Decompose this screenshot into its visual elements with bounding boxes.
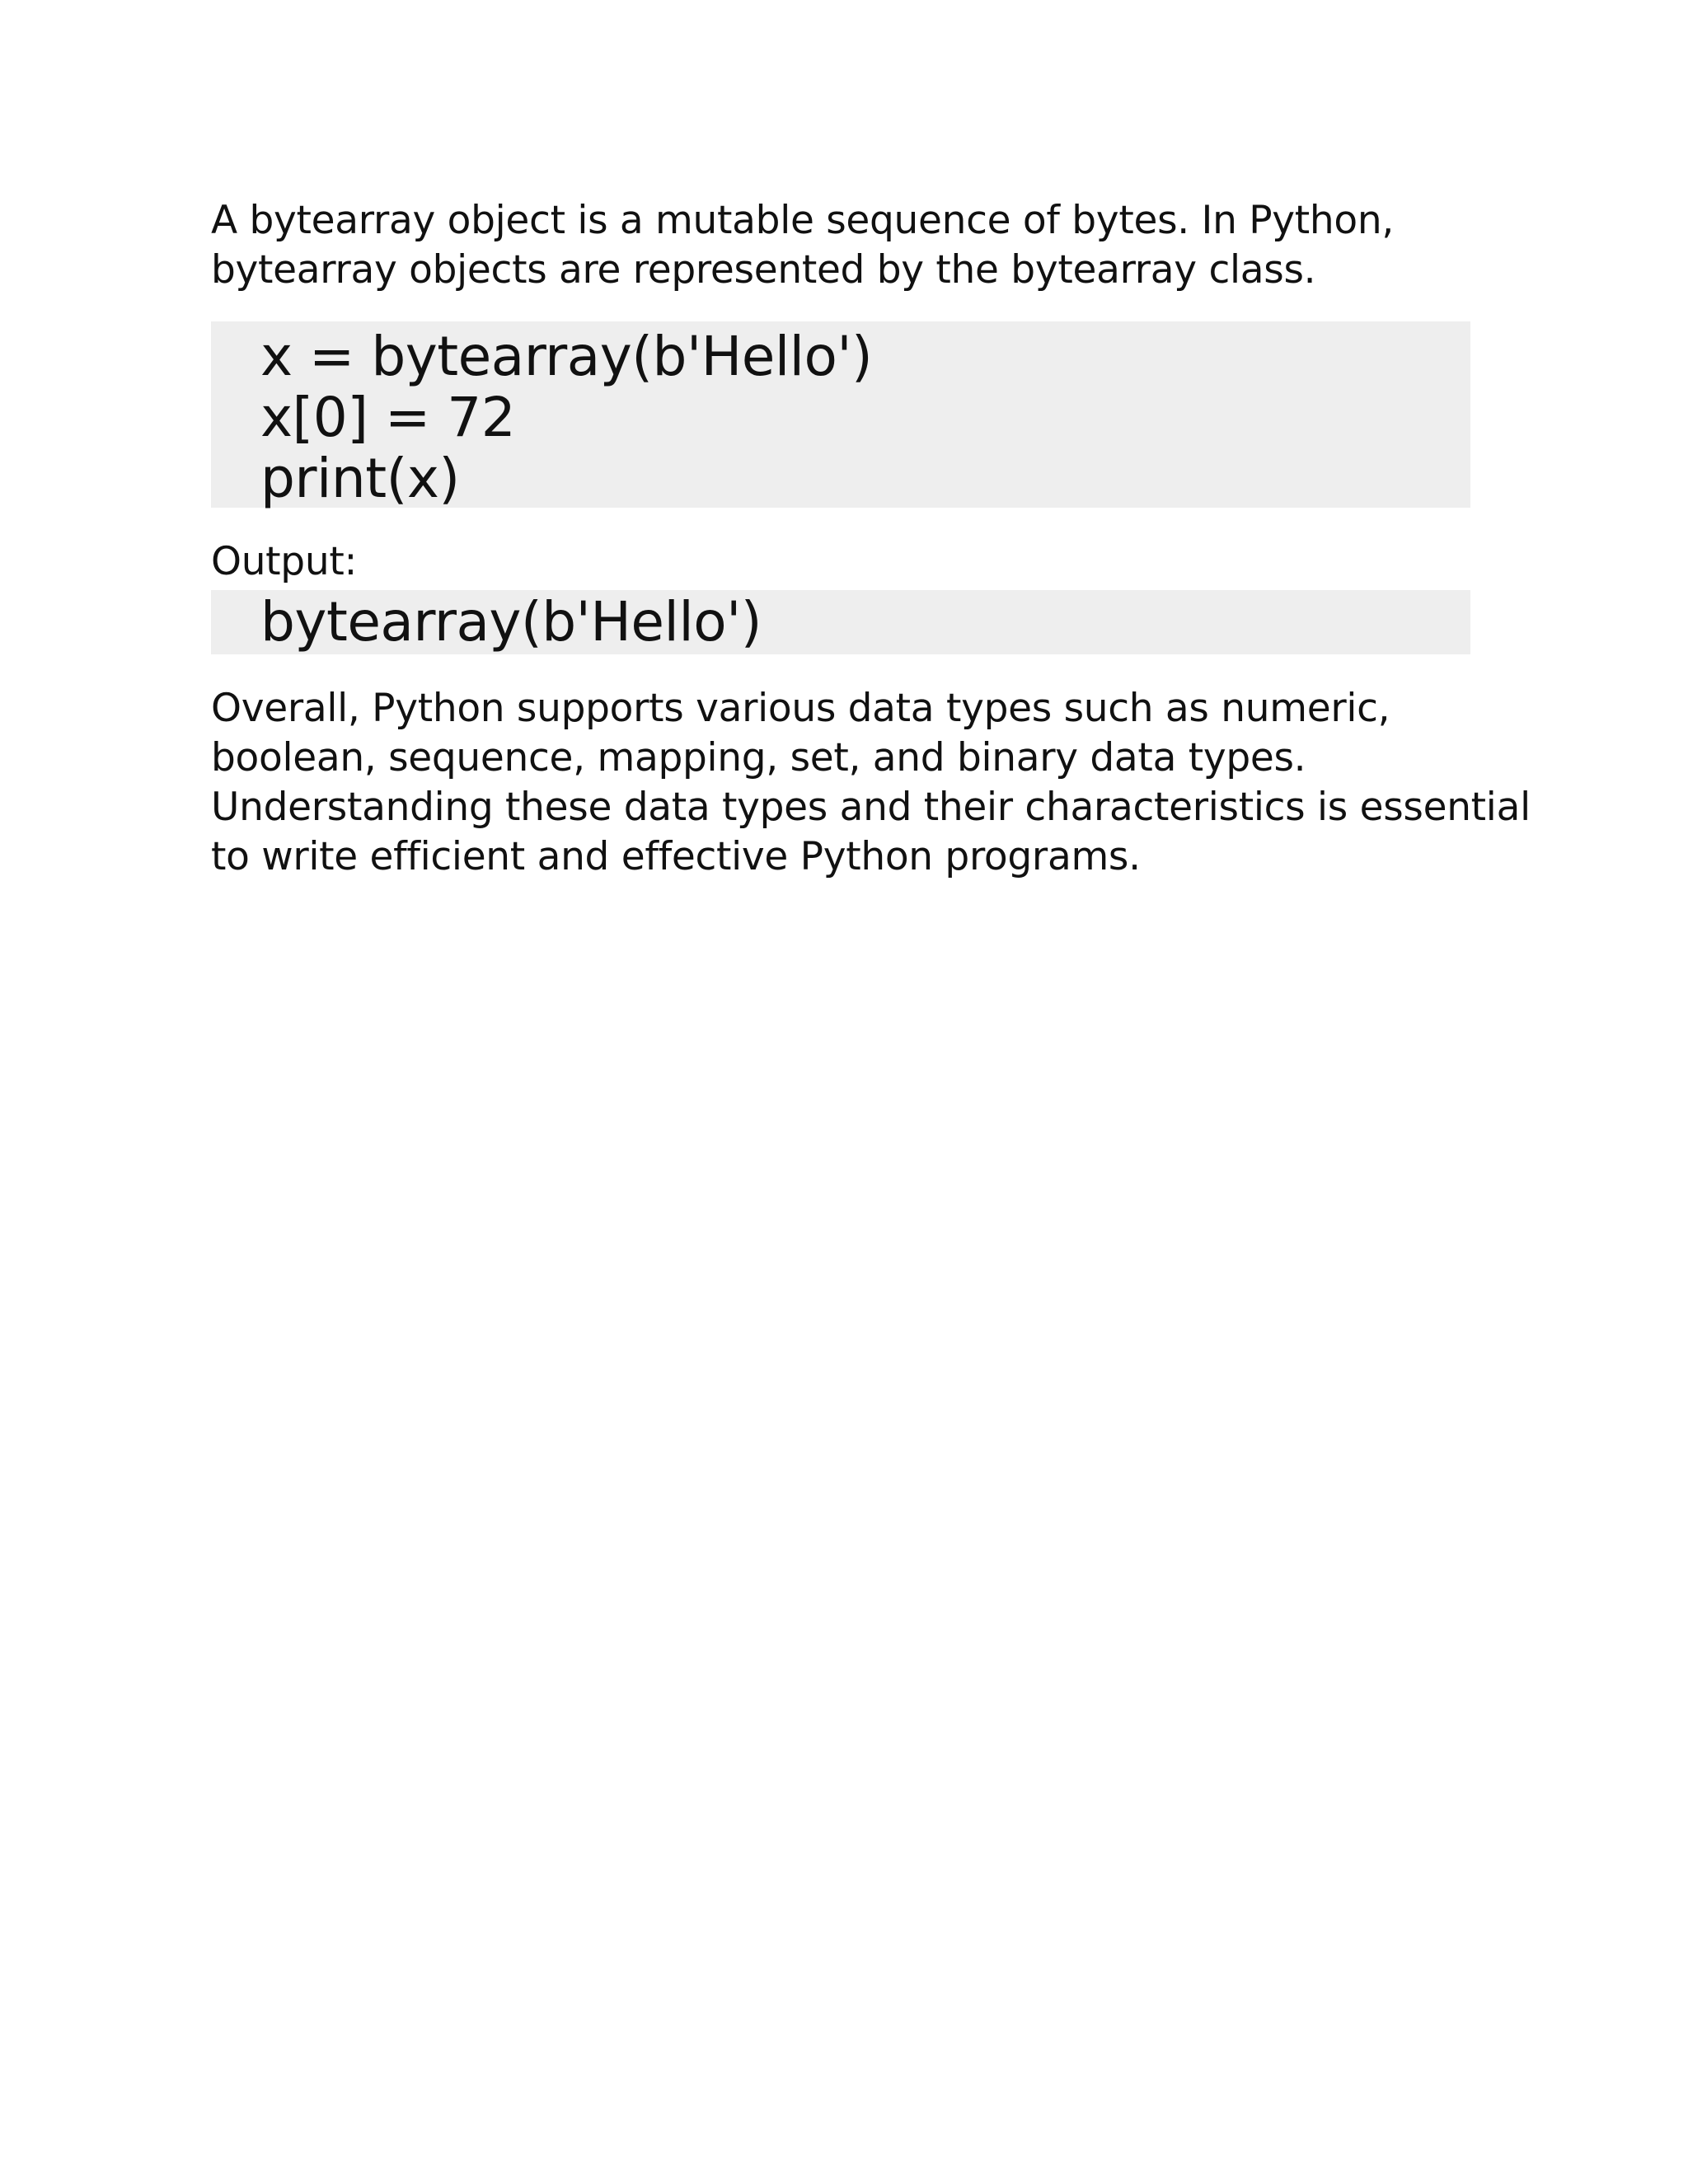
code-line: print(x): [260, 447, 460, 510]
intro-line: bytearray objects are represented by the bytearray class.: [211, 247, 1316, 293]
output-label: Output:: [211, 539, 357, 584]
summary-line: Understanding these data types and their characteristics is essential: [211, 785, 1531, 830]
intro-paragraph: [211, 196, 1470, 295]
code-line: x[0] = 72: [260, 386, 516, 449]
summary-paragraph: [211, 684, 1531, 882]
summary-line: to write efficient and effective Python programs.: [211, 834, 1141, 879]
code-line: x = bytearray(b'Hello'): [260, 325, 873, 388]
summary-line: boolean, sequence, mapping, set, and binary data types.: [211, 735, 1306, 780]
output-value: bytearray(b'Hello'): [260, 590, 762, 654]
summary-line: Overall, Python supports various data types such as numeric,: [211, 686, 1390, 731]
output-block: [211, 590, 1470, 654]
code-block: [211, 321, 1470, 508]
document-page: [211, 196, 1531, 882]
intro-line: A bytearray object is a mutable sequence of bytes. In Python,: [211, 198, 1394, 243]
